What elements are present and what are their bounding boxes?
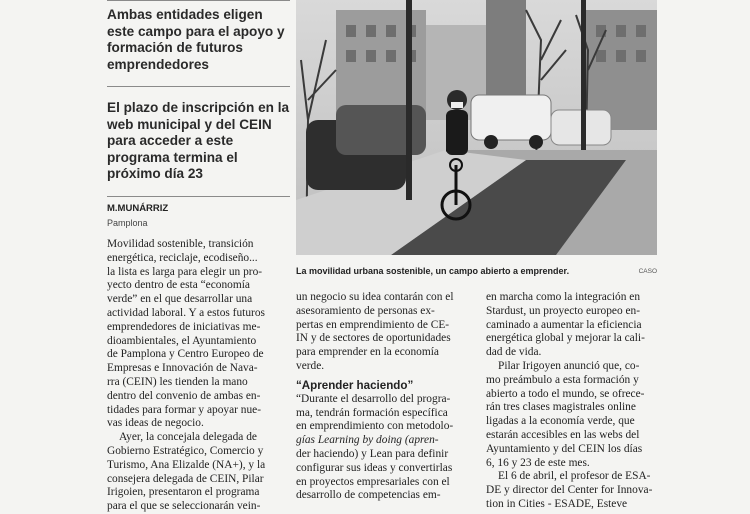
text-line: verde” en el que desarrollar una (107, 293, 253, 306)
text-line: gías Learning by doing (apren- (296, 434, 439, 447)
text-line: caminado a aumentar la eficiencia (486, 318, 642, 331)
text-line: “Durante el desarrollo del progra- (296, 392, 451, 405)
text-line: vas ideas de negocio. (107, 417, 204, 430)
text-line: estarán accesibles en las webs del (486, 428, 640, 441)
photo-credit: CASO (638, 268, 657, 275)
text-line: tion in Cities - ESADE, Esteve (486, 497, 628, 510)
text-line: El 6 de abril, el profesor de ESA- (498, 470, 651, 483)
text-line: en emprendimiento con metodolo- (296, 420, 454, 433)
text-line: dentro del convenio de ambas en- (107, 389, 261, 402)
top-rule (107, 0, 290, 1)
text-line: pertas en emprendimiento de CE- (296, 318, 450, 331)
text-line: Pilar Irigoyen anunció que, co- (498, 359, 640, 372)
text-line: un negocio su idea contarán con el (296, 291, 454, 303)
text-line: la lista es larga para elegir un pro- (107, 265, 263, 278)
text-line: configurar sus ideas y convertirlas (296, 461, 453, 474)
text-line: der haciendo) y Lean para definir (296, 447, 449, 460)
text-line: verde. (296, 359, 325, 372)
text-line: consejera delegada de CEIN, Pilar (107, 472, 264, 485)
text-line: Stardust, un proyecto europeo en- (486, 304, 641, 317)
text-line: Irigoien, presentaron el programa (107, 486, 260, 499)
byline-city: Pamplona (107, 218, 148, 228)
street-cyclist-photo (296, 0, 657, 255)
text-line: para el que se seleccionarán vein- (107, 500, 261, 513)
subheadline-2: El plazo de inscripción en la web municipal y del CEIN para acceder a este programa termina el próximo día 23 (107, 100, 290, 181)
subheadline-1: Ambas entidades eligen este campo para el apoyo y formación de futuros emprendedores (107, 7, 285, 72)
divider (107, 196, 290, 197)
text-line: asesoramiento de personas ex- (296, 304, 435, 317)
text-line: Movilidad sostenible, transición (107, 238, 254, 250)
text-line: dad de vida. (486, 346, 542, 359)
text-line: IN y de sectores de oportunidades (296, 332, 451, 345)
text-line: Ayer, la concejala delegada de (119, 431, 257, 444)
text-line: para emprender en la economía (296, 346, 439, 359)
byline-author: M.MUNÁRRIZ (107, 203, 169, 214)
divider (107, 86, 290, 87)
text-line: abierto a todo el mundo, se ofrece- (486, 387, 645, 400)
text-line: rán tres clases magistrales online (486, 401, 636, 414)
text-line: en marcha como la integración en (486, 291, 641, 303)
text-line: de Pamplona y Centro Europeo de (107, 348, 264, 361)
text-line: ligadas a la economía verde, que (486, 415, 635, 428)
text-line: DE y director del Center for Innova- (486, 484, 653, 497)
article-photo (296, 0, 657, 255)
text-line: yecto dentro de esta “economía (107, 279, 250, 292)
section-heading: “Aprender haciendo” (296, 378, 414, 392)
text-line: energética, reciclaje, ecodiseño... (107, 251, 258, 264)
text-line: dioambientales, el Ayuntamiento (107, 334, 257, 347)
text-line: Empresas e Innovación de Nava- (107, 362, 258, 375)
photo-caption: La movilidad urbana sostenible, un campo abierto a emprender. (296, 266, 570, 276)
text-line: en proyectos empresariales con el (296, 475, 450, 488)
text-line: emprendedores de iniciativas me- (107, 320, 261, 333)
text-line: 6, 16 y 23 de este mes. (486, 456, 590, 469)
text-line: actividad laboral. Y a estos futuros (107, 306, 265, 319)
body-column-3 (486, 291, 658, 512)
text-line: Gobierno Estratégico, Comercio y (107, 444, 264, 457)
body-column-1 (107, 238, 291, 514)
text-line: tidades para formar y apoyar nue- (107, 403, 262, 416)
text-line: Turismo, Ana Elizalde (NA+), y la (107, 458, 266, 471)
body-column-2 (296, 291, 476, 503)
text-line: rra (CEIN) les tienden la mano (107, 375, 248, 388)
text-line: Ayuntamiento y del CEIN los días (486, 442, 643, 455)
text-line: ma, tendrán formación específica (296, 406, 448, 419)
text-line: mo preámbulo a esta formación y (486, 373, 639, 386)
text-line: desarrollo de competencias em- (296, 489, 441, 502)
text-line: energética global y mejorar la cali- (486, 332, 645, 345)
